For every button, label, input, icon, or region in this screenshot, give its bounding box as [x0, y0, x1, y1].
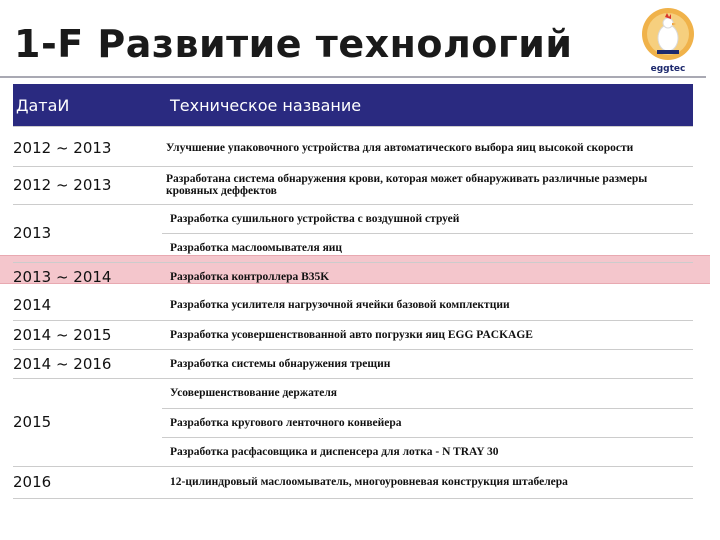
row-date: 2013 — [13, 204, 162, 262]
table-row — [13, 320, 693, 349]
row-date: 2014 — [13, 291, 162, 320]
table-row — [13, 291, 693, 320]
row-date: 2012 ~ 2013 — [13, 130, 162, 166]
table-row — [13, 130, 693, 166]
row-name: Усовершенствование держателя — [162, 378, 693, 408]
header-date: ДатаИ — [13, 84, 162, 127]
row-name: 12-цилиндровый маслоомыватель, многоуровневая конструкция штабелера — [162, 466, 693, 498]
row-name: Разработана система обнаружения крови, которая может обнаруживать различные размеры кровяных деффектов — [162, 166, 693, 204]
row-date: 2012 ~ 2013 — [13, 166, 162, 204]
title-divider — [0, 76, 706, 78]
row-date: 2016 — [13, 466, 162, 498]
header-name: Техническое название — [162, 84, 693, 127]
row-name: Разработка кругового ленточного конвейера — [162, 408, 693, 437]
row-date: 2014 ~ 2016 — [13, 349, 162, 378]
table-row — [13, 166, 693, 204]
table-row — [13, 204, 693, 233]
table-header — [13, 84, 693, 127]
row-name: Разработка системы обнаружения трещин — [162, 349, 693, 378]
row-name: Разработка маслоомывателя яиц — [162, 233, 693, 262]
row-date: 2014 ~ 2015 — [13, 320, 162, 349]
slide-title: 1-F Развитие технологий — [14, 22, 573, 66]
table-row — [13, 378, 693, 408]
row-name: Разработка усовершенствованной авто погрузки яиц EGG PACKAGE — [162, 320, 693, 349]
row-date: 2013 ~ 2014 — [13, 267, 112, 286]
row-name: Разработка контроллера B35K — [170, 270, 330, 283]
row-date: 2015 — [13, 378, 162, 466]
table-row-highlighted — [13, 262, 693, 291]
row-name: Улучшение упаковочного устройства для автоматического выбора яиц высокой скорости — [162, 130, 693, 166]
technology-table — [13, 84, 693, 499]
row-name: Разработка сушильного устройства с воздушной струей — [162, 204, 693, 233]
egg-logo-icon — [638, 4, 698, 64]
eggtec-logo — [638, 4, 698, 76]
row-name: Разработка расфасовщика и диспенсера для лотка - N TRAY 30 — [162, 437, 693, 466]
table-row — [13, 349, 693, 378]
table-row — [13, 466, 693, 498]
logo-wordmark: eggtec — [650, 64, 686, 74]
row-name: Разработка усилителя нагрузочной ячейки базовой комплектции — [162, 291, 693, 320]
